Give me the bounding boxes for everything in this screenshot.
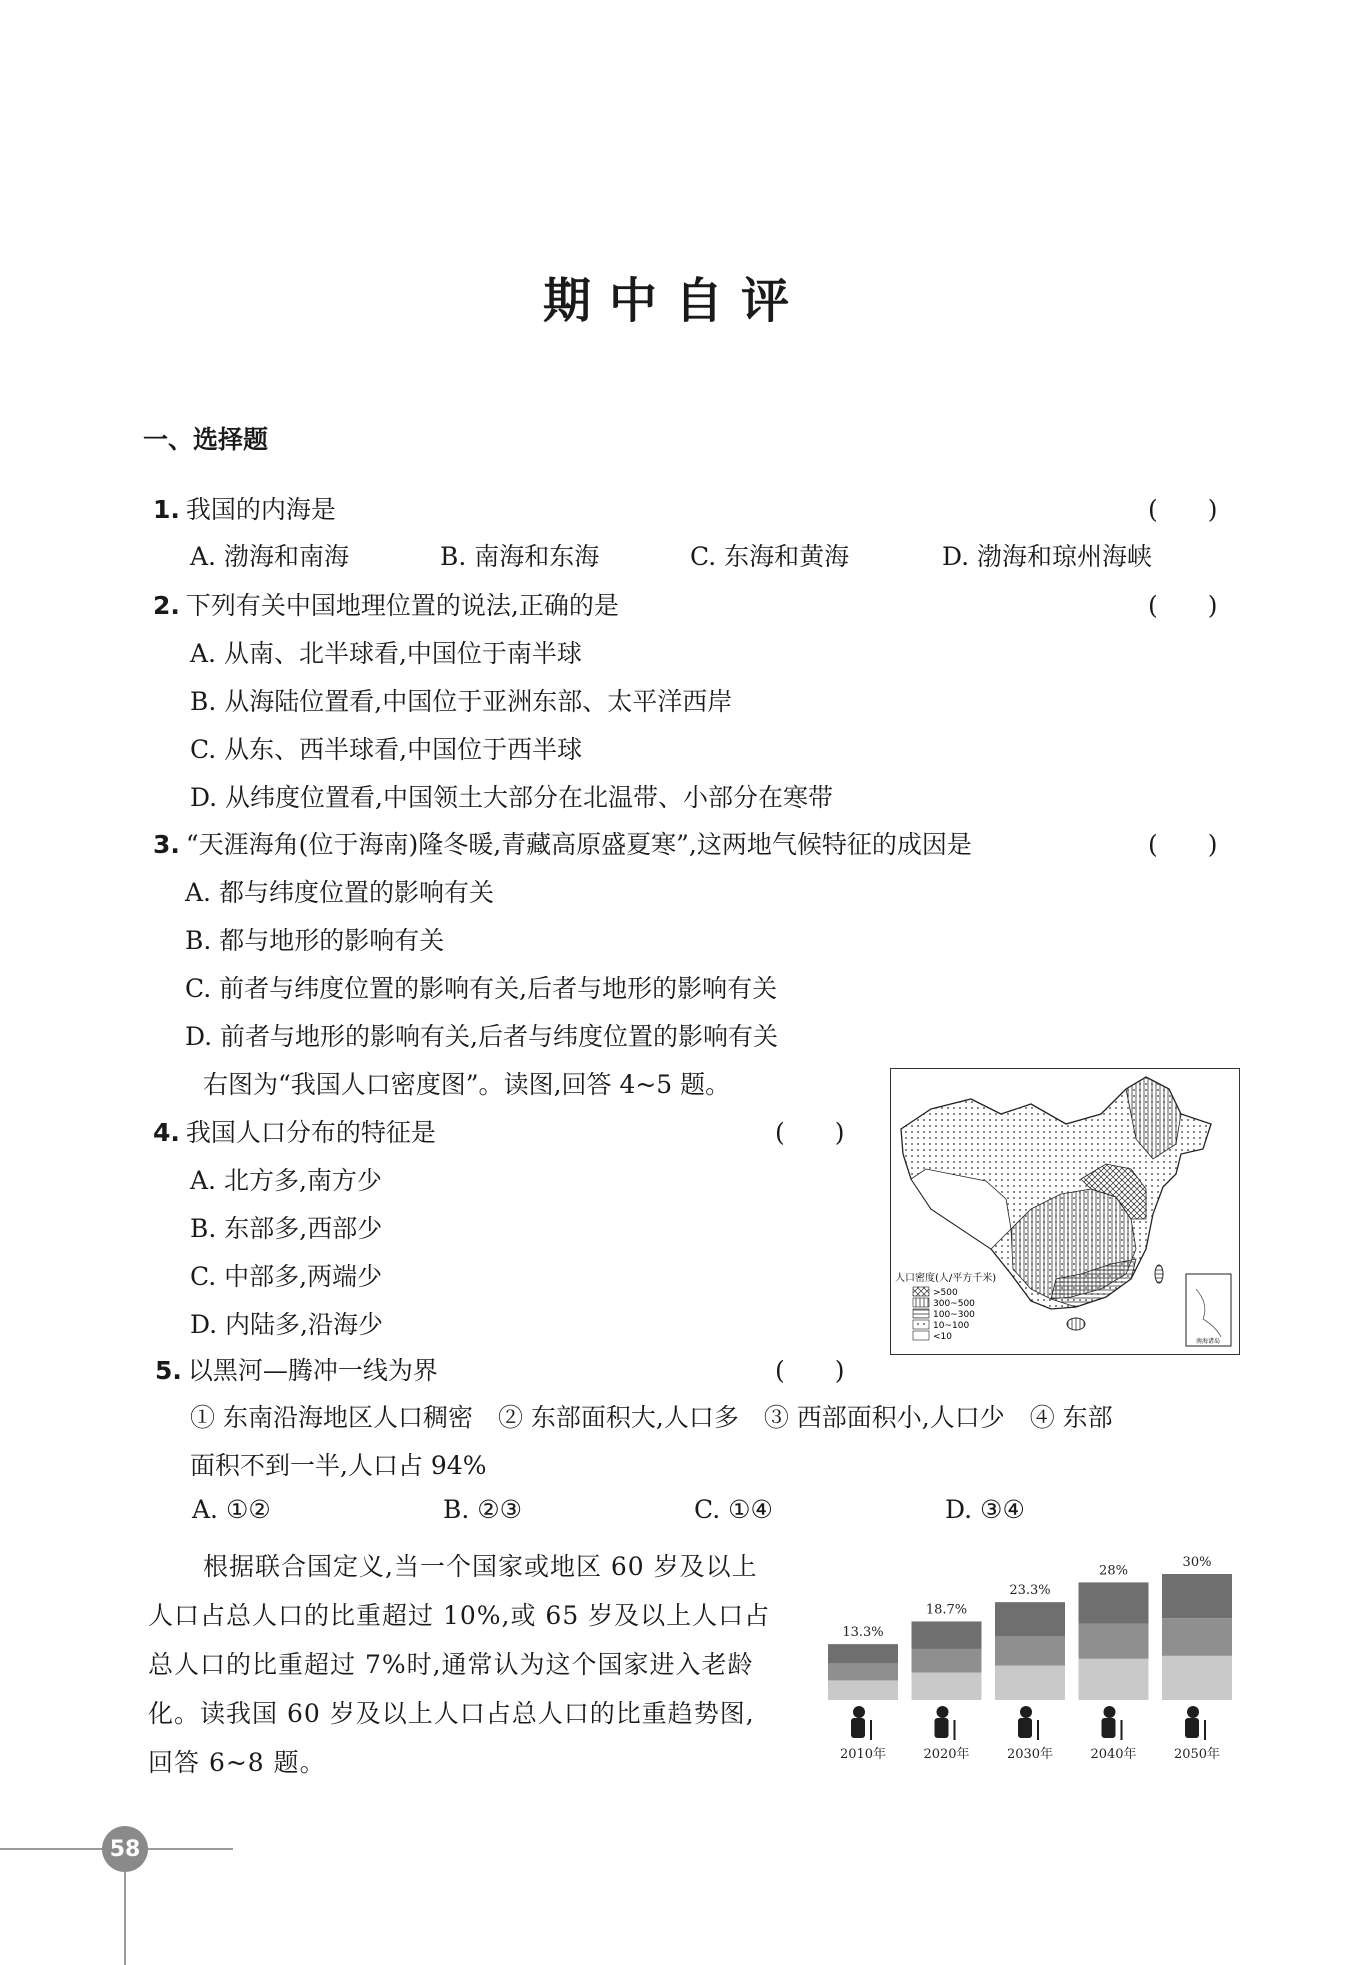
option-1d[interactable]: D. 渤海和琼州海峡 bbox=[942, 542, 1153, 571]
elderly-person-icon bbox=[853, 1706, 865, 1718]
option-4d[interactable]: D. 内陆多,沿海少 bbox=[190, 1310, 383, 1339]
option-2a[interactable]: A. 从南、北半球看,中国位于南半球 bbox=[190, 639, 582, 668]
legend-item: 10~100 bbox=[933, 1321, 970, 1331]
bar-band-light bbox=[1079, 1659, 1149, 1700]
bar-band-mid bbox=[912, 1649, 982, 1673]
answer-paren-1[interactable]: ( ) bbox=[1148, 495, 1218, 524]
question-5 bbox=[155, 1351, 438, 1387]
option-5a[interactable]: A. ①② bbox=[192, 1495, 271, 1524]
category-label: 2040年 bbox=[1090, 1747, 1137, 1762]
category-label: 2050年 bbox=[1173, 1747, 1221, 1762]
option-3a[interactable]: A. 都与纬度位置的影响有关 bbox=[185, 878, 494, 907]
bar-value-label: 28% bbox=[1099, 1563, 1128, 1579]
bar-band-mid bbox=[1162, 1618, 1232, 1656]
question-2 bbox=[153, 586, 619, 622]
question-text: 我国人口分布的特征是 bbox=[185, 1118, 436, 1147]
bar-value-label: 18.7% bbox=[925, 1602, 968, 1618]
option-4c[interactable]: C. 中部多,两端少 bbox=[190, 1262, 383, 1291]
option-3c[interactable]: C. 前者与纬度位置的影响有关,后者与地形的影响有关 bbox=[185, 974, 778, 1003]
elderly-person-icon bbox=[1104, 1706, 1116, 1718]
option-2b[interactable]: B. 从海陆位置看,中国位于亚洲东部、太平洋西岸 bbox=[190, 687, 733, 716]
page-number: 58 bbox=[102, 1826, 148, 1872]
para-line: 总人口的比重超过 7%时,通常认为这个国家进入老龄 bbox=[148, 1650, 754, 1679]
category-label: 2020年 bbox=[923, 1747, 970, 1762]
china-map-graphic bbox=[891, 1069, 1239, 1354]
elderly-body-icon bbox=[1102, 1718, 1116, 1738]
option-3b[interactable]: B. 都与地形的影响有关 bbox=[185, 926, 445, 955]
elderly-person-icon bbox=[1020, 1706, 1032, 1718]
bar-band-light bbox=[912, 1673, 982, 1700]
option-1a[interactable]: A. 渤海和南海 bbox=[190, 542, 349, 571]
option-5b[interactable]: B. ②③ bbox=[443, 1495, 523, 1524]
answer-paren-4[interactable]: ( ) bbox=[775, 1118, 845, 1147]
statement-line-2: 面积不到一半,人口占 94% bbox=[190, 1451, 487, 1480]
question-number: 2. bbox=[153, 591, 180, 620]
bar-band-light bbox=[1162, 1656, 1232, 1700]
question-number: 5. bbox=[155, 1356, 182, 1385]
page-rule-right bbox=[148, 1848, 233, 1850]
question-text: 下列有关中国地理位置的说法,正确的是 bbox=[185, 591, 619, 620]
population-density-map bbox=[890, 1068, 1240, 1355]
para-line: 根据联合国定义,当一个国家或地区 60 岁及以上 bbox=[203, 1552, 758, 1581]
option-1c[interactable]: C. 东海和黄海 bbox=[690, 542, 850, 571]
legend-item: <10 bbox=[933, 1332, 952, 1342]
aging-chart-svg bbox=[820, 1540, 1250, 1770]
bar-value-label: 30% bbox=[1182, 1555, 1212, 1570]
answer-paren-3[interactable]: ( ) bbox=[1148, 830, 1218, 859]
bar-band-mid bbox=[995, 1636, 1065, 1665]
para-line: 回答 6~8 题。 bbox=[148, 1748, 326, 1777]
bar-band-dark bbox=[1162, 1574, 1232, 1618]
aging-trend-chart bbox=[820, 1540, 1250, 1770]
option-4a[interactable]: A. 北方多,南方少 bbox=[190, 1166, 382, 1195]
intro-4-5: 右图为“我国人口密度图”。读图,回答 4~5 题。 bbox=[203, 1070, 731, 1099]
legend-item: 100~300 bbox=[933, 1310, 975, 1320]
question-number: 4. bbox=[153, 1118, 180, 1147]
para-line: 化。读我国 60 岁及以上人口占总人口的比重趋势图, bbox=[148, 1699, 755, 1728]
page-rule-left bbox=[0, 1848, 102, 1850]
bar-band-dark bbox=[995, 1602, 1065, 1636]
category-label: 2030年 bbox=[1006, 1747, 1054, 1762]
bar-band-mid bbox=[828, 1664, 898, 1681]
legend-title: 人口密度(人/平方千米) bbox=[895, 1273, 997, 1284]
question-text: 我国的内海是 bbox=[185, 495, 336, 524]
page-rule-vertical bbox=[124, 1872, 126, 1965]
elderly-person-icon bbox=[937, 1706, 949, 1718]
bar-band-dark bbox=[1079, 1582, 1149, 1623]
section-heading: 一、选择题 bbox=[143, 425, 269, 454]
option-1b[interactable]: B. 南海和东海 bbox=[440, 542, 600, 571]
bar-band-light bbox=[995, 1666, 1065, 1700]
bar-value-label: 23.3% bbox=[1009, 1583, 1051, 1599]
option-5d[interactable]: D. ③④ bbox=[945, 1495, 1025, 1524]
bar-band-dark bbox=[828, 1644, 898, 1664]
option-4b[interactable]: B. 东部多,西部少 bbox=[190, 1214, 383, 1243]
option-2c[interactable]: C. 从东、西半球看,中国位于西半球 bbox=[190, 735, 583, 764]
question-number: 3. bbox=[153, 830, 180, 859]
elderly-person-icon bbox=[1187, 1706, 1199, 1718]
elderly-body-icon bbox=[935, 1718, 949, 1738]
question-number: 1. bbox=[153, 495, 180, 524]
elderly-body-icon bbox=[1018, 1718, 1032, 1738]
question-1 bbox=[153, 490, 336, 526]
bar-value-label: 13.3% bbox=[842, 1625, 884, 1641]
option-5c[interactable]: C. ①④ bbox=[694, 1495, 773, 1524]
question-text: 以黑河—腾冲一线为界 bbox=[187, 1356, 438, 1385]
page-title: 期中自评 bbox=[542, 273, 807, 329]
bar-band-dark bbox=[912, 1621, 982, 1648]
legend-item: >500 bbox=[933, 1288, 958, 1298]
option-3d[interactable]: D. 前者与地形的影响有关,后者与纬度位置的影响有关 bbox=[185, 1022, 778, 1051]
answer-paren-5[interactable]: ( ) bbox=[775, 1356, 845, 1385]
legend-item: 300~500 bbox=[933, 1299, 975, 1309]
elderly-body-icon bbox=[1185, 1718, 1199, 1738]
bar-band-mid bbox=[1079, 1624, 1149, 1659]
statement-line-1: ① 东南沿海地区人口稠密 ② 东部面积大,人口多 ③ 西部面积小,人口少 ④ 东部 bbox=[190, 1403, 1113, 1432]
question-text: “天涯海角(位于海南)隆冬暖,青藏高原盛夏寒”,这两地气候特征的成因是 bbox=[185, 830, 972, 859]
question-4 bbox=[153, 1113, 436, 1149]
elderly-body-icon bbox=[851, 1718, 865, 1738]
option-2d[interactable]: D. 从纬度位置看,中国领土大部分在北温带、小部分在寒带 bbox=[190, 783, 833, 812]
bar-band-light bbox=[828, 1680, 898, 1700]
inset-label: 南海诸岛 bbox=[1195, 1338, 1221, 1345]
question-3 bbox=[153, 825, 972, 861]
category-label: 2010年 bbox=[839, 1747, 887, 1762]
answer-paren-2[interactable]: ( ) bbox=[1148, 591, 1218, 620]
para-line: 人口占总人口的比重超过 10%,或 65 岁及以上人口占 bbox=[148, 1601, 771, 1630]
